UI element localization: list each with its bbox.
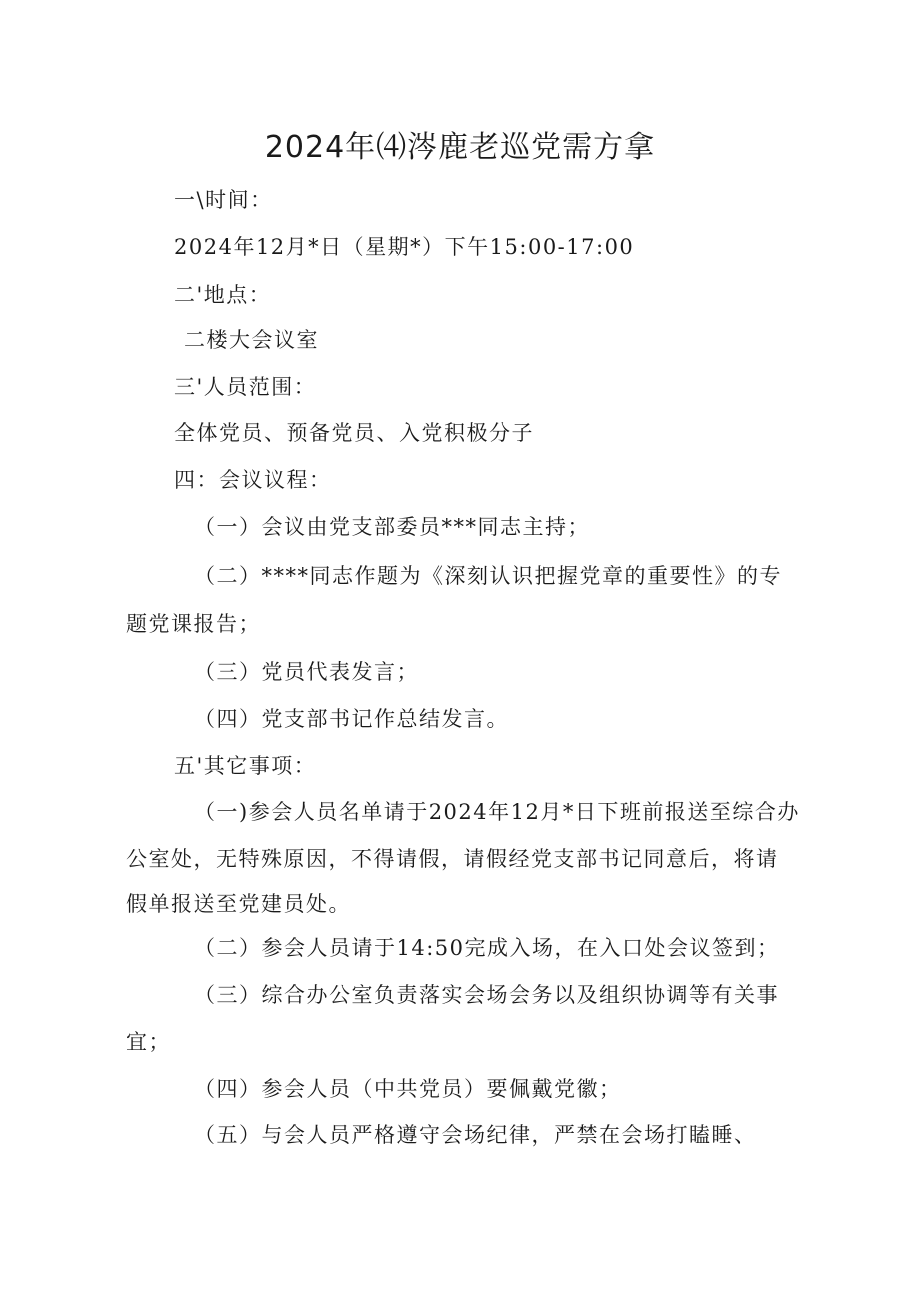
agenda-item-2-continued: 题党课报告； — [126, 612, 261, 636]
other-item-1: （一)参会人员名单请于2024年12月*日下班前报送至综合办 — [194, 800, 800, 824]
section-heading-participants: 三'人员范围： — [174, 375, 317, 399]
section-heading-time: 一\时间： — [174, 188, 273, 212]
section-heading-other: 五'其它事项： — [174, 754, 317, 778]
participants-value: 全体党员、预备党员、入党积极分子 — [174, 421, 534, 445]
agenda-item-3: （三）党员代表发言； — [194, 660, 419, 684]
other-item-3-continued: 宜； — [126, 1030, 171, 1054]
agenda-item-4: （四）党支部书记作总结发言。 — [194, 707, 509, 731]
location-value: 二楼大会议室 — [184, 328, 319, 352]
document-title: 2024年⑷涔鹿老巡党需方拿 — [264, 130, 656, 165]
other-item-5: （五）与会人员严格遵守会场纪律，严禁在会场打瞌睡、 — [194, 1123, 757, 1147]
other-item-3: （三）综合办公室负责落实会场会务以及组织协调等有关事 — [194, 983, 779, 1007]
agenda-item-2: （二）****同志作题为《深刻认识把握党章的重要性》的专 — [194, 564, 782, 588]
section-heading-location: 二'地点： — [174, 283, 272, 307]
time-value: 2024年12月*日（星期*）下午15:00-17:00 — [174, 235, 635, 259]
agenda-item-1: （一）会议由党支部委员***同志主持； — [194, 515, 590, 539]
section-heading-agenda: 四：会议议程： — [174, 468, 332, 492]
other-item-1-continued-1: 公室处，无特殊原因，不得请假，请假经党支部书记同意后，将请 — [126, 847, 779, 871]
other-item-4: （四）参会人员（中共党员）要佩戴党徽； — [194, 1077, 622, 1101]
other-item-2: （二）参会人员请于14:50完成入场，在入口处会议签到； — [194, 936, 780, 960]
other-item-1-continued-2: 假单报送至党建员处。 — [126, 892, 351, 916]
